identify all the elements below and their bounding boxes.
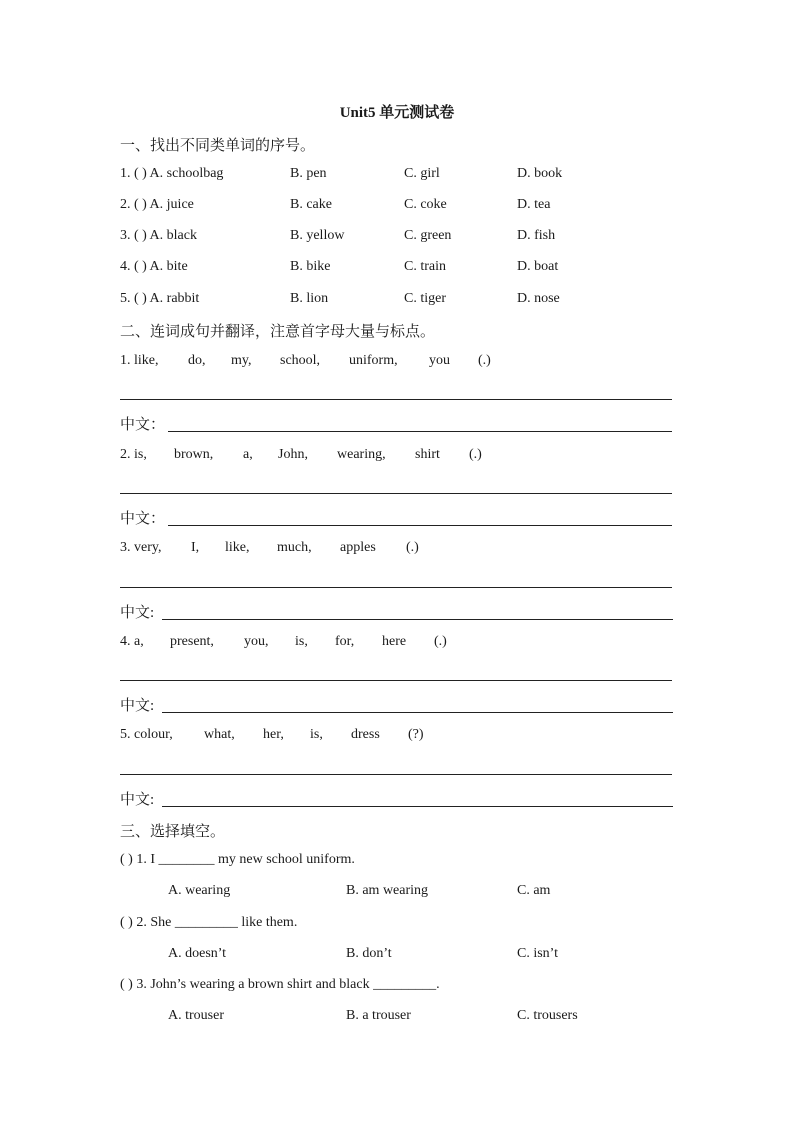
chinese-label: 中文: bbox=[120, 792, 155, 808]
s2-q3-word: apples bbox=[340, 540, 376, 555]
s1-q5-option-d: D. nose bbox=[517, 291, 560, 306]
s2-q4-word: (.) bbox=[434, 634, 447, 649]
s3-q3-stem-end: . bbox=[436, 977, 440, 992]
s1-q3-option-b: B. yellow bbox=[290, 228, 345, 243]
translation-line[interactable] bbox=[168, 431, 672, 432]
s2-q5-word: what, bbox=[204, 727, 235, 742]
s2-q5-word: her, bbox=[263, 727, 284, 742]
translation-line[interactable] bbox=[168, 525, 672, 526]
s2-q5-word: dress bbox=[351, 727, 380, 742]
s1-q2-option-d: D. tea bbox=[517, 197, 551, 212]
s2-q4-word: for, bbox=[335, 634, 355, 649]
s1-q1-option-b: B. pen bbox=[290, 166, 327, 181]
s3-q2-option-b: B. don’t bbox=[346, 946, 392, 961]
s1-q2-option-a: 2. ( ) A. juice bbox=[120, 197, 194, 212]
s3-q3-stem bbox=[120, 977, 440, 993]
s3-q1-option-b: B. am wearing bbox=[346, 883, 429, 898]
s2-q2-word: wearing, bbox=[337, 447, 386, 462]
s3-q2-option-c: C. isn’t bbox=[517, 946, 558, 961]
s2-q4-word: you, bbox=[244, 634, 269, 649]
s3-q1-stem-start: ( ) 1. I bbox=[120, 852, 155, 867]
s2-q3-word: (.) bbox=[406, 540, 419, 555]
page-title: Unit5 单元测试卷 bbox=[339, 105, 455, 121]
s2-q1-word: (.) bbox=[478, 353, 491, 368]
s2-q2-word: (.) bbox=[469, 447, 482, 462]
s1-q5-option-b: B. lion bbox=[290, 291, 329, 306]
s2-q1-word: 1. like, bbox=[120, 353, 159, 368]
s3-q3-option-b: B. a trouser bbox=[346, 1008, 411, 1023]
s2-q4-word: present, bbox=[170, 634, 214, 649]
s1-q4-option-b: B. bike bbox=[290, 259, 331, 274]
s3-q2-stem-end: like them. bbox=[241, 915, 298, 930]
s2-q1-word: do, bbox=[188, 353, 206, 368]
s3-q1-option-a: A. wearing bbox=[168, 883, 231, 898]
section-2-heading: 二、连词成句并翻译，注意首字母大量与标点。 bbox=[120, 324, 436, 340]
s1-q5-option-c: C. tiger bbox=[404, 291, 446, 306]
s1-q4-option-a: 4. ( ) A. bite bbox=[120, 259, 188, 274]
s3-q1-stem bbox=[120, 852, 355, 868]
s1-q1-option-c: C. girl bbox=[404, 166, 440, 181]
s3-q3-option-a: A. trouser bbox=[168, 1008, 224, 1023]
s2-q1-word: you bbox=[429, 353, 450, 368]
s1-q3-option-d: D. fish bbox=[517, 228, 556, 243]
chinese-label: 中文： bbox=[120, 417, 166, 433]
translation-line[interactable] bbox=[162, 806, 673, 807]
chinese-label: 中文: bbox=[120, 605, 155, 621]
s3-q2-stem-start: ( ) 2. She bbox=[120, 915, 172, 930]
section-1-heading: 一、找出不同类单词的序号。 bbox=[120, 138, 316, 154]
s2-q2-word: John, bbox=[278, 447, 308, 462]
s2-q1-word: school, bbox=[280, 353, 321, 368]
s1-q2-option-b: B. cake bbox=[290, 197, 332, 212]
s2-q3-word: I, bbox=[191, 540, 200, 555]
answer-line[interactable] bbox=[120, 493, 672, 494]
s2-q3-word: like, bbox=[225, 540, 250, 555]
s2-q4-word: 4. a, bbox=[120, 634, 144, 649]
s3-q2-blank[interactable]: _________ bbox=[174, 915, 238, 930]
s2-q2-word: a, bbox=[243, 447, 253, 462]
s2-q1-word: my, bbox=[231, 353, 252, 368]
s2-q2-word: brown, bbox=[174, 447, 214, 462]
s1-q5-option-a: 5. ( ) A. rabbit bbox=[120, 291, 200, 306]
translation-line[interactable] bbox=[162, 712, 673, 713]
s2-q5-word: 5. colour, bbox=[120, 727, 173, 742]
s3-q3-blank[interactable]: _________ bbox=[373, 977, 437, 992]
s3-q2-stem bbox=[120, 915, 297, 931]
s3-q3-stem-start: ( ) 3. John’s wearing a brown shirt and black bbox=[120, 977, 370, 992]
s1-q3-option-c: C. green bbox=[404, 228, 452, 243]
chinese-label: 中文： bbox=[120, 511, 166, 527]
answer-line[interactable] bbox=[120, 587, 672, 588]
s2-q5-word: (?) bbox=[408, 727, 424, 742]
s3-q1-stem-end: my new school uniform. bbox=[218, 852, 355, 867]
s3-q1-option-c: C. am bbox=[517, 883, 551, 898]
s1-q4-option-c: C. train bbox=[404, 259, 446, 274]
s1-q1-option-d: D. book bbox=[517, 166, 563, 181]
s3-q3-option-c: C. trousers bbox=[517, 1008, 578, 1023]
section-3-heading: 三、选择填空。 bbox=[120, 824, 226, 840]
s1-q1-option-a: 1. ( ) A. schoolbag bbox=[120, 166, 224, 181]
s1-q3-option-a: 3. ( ) A. black bbox=[120, 228, 197, 243]
s2-q2-word: 2. is, bbox=[120, 447, 147, 462]
s2-q5-word: is, bbox=[310, 727, 323, 742]
chinese-label: 中文: bbox=[120, 698, 155, 714]
s1-q2-option-c: C. coke bbox=[404, 197, 447, 212]
s2-q4-word: is, bbox=[295, 634, 308, 649]
answer-line[interactable] bbox=[120, 680, 672, 681]
answer-line[interactable] bbox=[120, 399, 672, 400]
translation-line[interactable] bbox=[162, 619, 673, 620]
s2-q1-word: uniform, bbox=[349, 353, 398, 368]
answer-line[interactable] bbox=[120, 774, 672, 775]
s3-q1-blank[interactable]: ________ bbox=[158, 852, 215, 867]
s2-q2-word: shirt bbox=[415, 447, 440, 462]
s1-q4-option-d: D. boat bbox=[517, 259, 559, 274]
s2-q3-word: much, bbox=[277, 540, 312, 555]
s3-q2-option-a: A. doesn’t bbox=[168, 946, 227, 961]
s2-q3-word: 3. very, bbox=[120, 540, 162, 555]
s2-q4-word: here bbox=[382, 634, 407, 649]
